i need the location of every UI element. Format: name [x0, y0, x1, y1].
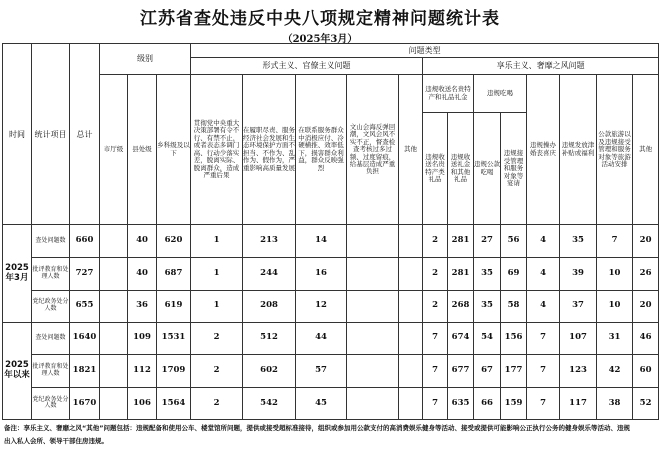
header-dining-banquet: 违规接受管理和服务对象等宴请	[501, 113, 527, 225]
data-cell: 106	[128, 387, 157, 419]
data-cell: 177	[501, 354, 527, 387]
data-cell: 1670	[70, 387, 100, 419]
data-cell: 109	[128, 322, 157, 354]
row-stat-item: 批评教育和处理人数	[32, 354, 70, 387]
data-cell: 2	[423, 225, 448, 257]
data-cell: 16	[296, 257, 347, 290]
row-stat-item: 党纪政务处分人数	[32, 290, 70, 322]
data-cell: 2	[191, 354, 243, 387]
data-cell: 208	[243, 290, 296, 322]
data-cell: 281	[448, 225, 474, 257]
data-cell	[100, 290, 128, 322]
data-cell	[399, 257, 423, 290]
data-cell	[100, 257, 128, 290]
table-row	[3, 387, 659, 419]
data-cell: 107	[560, 322, 597, 354]
data-cell	[399, 290, 423, 322]
data-cell: 635	[448, 387, 474, 419]
table-row	[3, 354, 659, 387]
data-cell: 660	[70, 225, 100, 257]
data-cell	[100, 322, 128, 354]
data-cell: 42	[597, 354, 633, 387]
row-stat-item: 党纪政务处分人数	[32, 387, 70, 419]
data-cell: 7	[423, 354, 448, 387]
data-cell	[399, 387, 423, 419]
page-subtitle: （2025年3月）	[282, 34, 358, 45]
data-cell: 40	[128, 225, 157, 257]
data-cell: 54	[474, 322, 501, 354]
data-cell	[399, 225, 423, 257]
data-cell: 56	[501, 225, 527, 257]
data-cell: 35	[474, 290, 501, 322]
statistics-table	[2, 43, 659, 420]
header-formalism-1: 贯彻党中央重大决策部署有令不行、有禁不止，或者表态多调门高、行动少落实差，脱离实际、脱离群众，造成严重后果	[191, 75, 243, 225]
table-row	[3, 322, 659, 354]
table-row	[3, 290, 659, 322]
header-subsidy: 违规发放津补贴或福利	[560, 75, 597, 225]
data-cell: 10	[597, 290, 633, 322]
data-cell: 7	[423, 387, 448, 419]
data-cell: 66	[474, 387, 501, 419]
data-cell: 37	[560, 290, 597, 322]
data-cell	[100, 354, 128, 387]
data-cell	[100, 225, 128, 257]
header-dining-group: 违规吃喝	[474, 75, 527, 113]
data-cell: 2	[191, 322, 243, 354]
data-cell: 35	[560, 225, 597, 257]
table-row	[3, 257, 659, 290]
data-cell: 7	[597, 225, 633, 257]
data-cell: 7	[527, 354, 560, 387]
data-cell: 213	[243, 225, 296, 257]
data-cell: 12	[296, 290, 347, 322]
data-cell: 1821	[70, 354, 100, 387]
header-level: 级别	[100, 44, 191, 75]
data-cell: 4	[527, 257, 560, 290]
data-cell: 117	[560, 387, 597, 419]
row-stat-item: 查处问题数	[32, 322, 70, 354]
data-cell: 14	[296, 225, 347, 257]
header-gift-specialty: 违规收送名贵特产类礼品	[423, 113, 448, 225]
data-cell	[347, 225, 399, 257]
data-cell: 36	[128, 290, 157, 322]
header-formalism-3: 在联系服务群众中消极应付、冷硬横推、效率低下，损害群众利益，群众反映强烈	[296, 75, 347, 225]
data-cell: 57	[296, 354, 347, 387]
data-cell: 26	[633, 257, 659, 290]
data-cell: 7	[423, 322, 448, 354]
header-level-county: 县处级	[128, 75, 157, 225]
header-formalism-group: 形式主义、官僚主义问题	[191, 58, 423, 75]
page-title: 江苏省查处违反中央八项规定精神问题统计表	[140, 9, 500, 29]
data-cell: 69	[501, 257, 527, 290]
data-cell	[399, 354, 423, 387]
data-cell: 655	[70, 290, 100, 322]
header-problem-type: 问题类型	[191, 44, 659, 58]
header-hedonism-group: 享乐主义、奢靡之风问题	[423, 58, 659, 75]
row-stat-item: 批评教育和处理人数	[32, 257, 70, 290]
data-cell: 60	[633, 354, 659, 387]
data-cell: 44	[296, 322, 347, 354]
header-gift-group: 违规收送名贵特产和礼品礼金	[423, 75, 474, 113]
data-cell	[347, 290, 399, 322]
data-cell: 52	[633, 387, 659, 419]
data-cell: 123	[560, 354, 597, 387]
data-cell: 1	[191, 257, 243, 290]
header-level-city: 市厅级	[100, 75, 128, 225]
data-cell: 45	[296, 387, 347, 419]
data-cell: 512	[243, 322, 296, 354]
data-cell: 674	[448, 322, 474, 354]
data-cell: 4	[527, 290, 560, 322]
data-cell: 40	[128, 257, 157, 290]
header-wedding-funeral: 违规操办婚丧喜庆	[527, 75, 560, 225]
data-cell	[347, 322, 399, 354]
data-cell	[347, 354, 399, 387]
data-cell	[100, 387, 128, 419]
data-cell: 39	[560, 257, 597, 290]
data-cell: 2	[191, 387, 243, 419]
data-cell: 1	[191, 225, 243, 257]
data-cell: 268	[448, 290, 474, 322]
data-cell: 27	[474, 225, 501, 257]
header-level-township: 乡科级及以下	[157, 75, 191, 225]
row-stat-item: 查处问题数	[32, 225, 70, 257]
data-cell: 31	[597, 322, 633, 354]
footnote: 备注：享乐主义、奢靡之风“其他”问题包括：违规配备和使用公车、楼堂馆所问题，提供或接受超标准接待，组织或参加用公款支付的高消费娱乐健身等活动、接受或提供可能影响公正执行公务的健身娱乐等活动、违规出入私人会所、领导干部住房违规。	[4, 424, 631, 445]
data-cell	[347, 257, 399, 290]
data-cell: 602	[243, 354, 296, 387]
data-cell	[399, 322, 423, 354]
data-cell: 1564	[157, 387, 191, 419]
table-body	[3, 225, 659, 420]
data-cell: 38	[597, 387, 633, 419]
data-cell: 687	[157, 257, 191, 290]
data-cell: 159	[501, 387, 527, 419]
data-cell	[347, 387, 399, 419]
data-cell: 2	[423, 257, 448, 290]
data-cell: 244	[243, 257, 296, 290]
data-cell: 112	[128, 354, 157, 387]
data-cell: 67	[474, 354, 501, 387]
period-label: 2025年以来	[3, 322, 32, 419]
data-cell: 7	[527, 322, 560, 354]
data-cell: 620	[157, 225, 191, 257]
data-cell: 58	[501, 290, 527, 322]
data-cell: 1	[191, 290, 243, 322]
data-cell: 4	[527, 225, 560, 257]
data-cell: 727	[70, 257, 100, 290]
data-cell: 46	[633, 322, 659, 354]
data-cell: 20	[633, 225, 659, 257]
data-cell: 542	[243, 387, 296, 419]
period-label: 2025年3月	[3, 225, 32, 322]
data-cell: 10	[597, 257, 633, 290]
data-cell: 1531	[157, 322, 191, 354]
data-cell: 1640	[70, 322, 100, 354]
header-total: 总计	[70, 44, 100, 225]
data-cell: 35	[474, 257, 501, 290]
data-cell: 7	[527, 387, 560, 419]
header-dining-public: 违规公款吃喝	[474, 113, 501, 225]
data-cell: 20	[633, 290, 659, 322]
header-tourism: 公款旅游以及违规接受管理和服务对象等旅游活动安排	[597, 75, 633, 225]
table-row	[3, 225, 659, 257]
header-formalism-2: 在履职尽责、服务经济社会发展和生态环境保护方面不担当、不作为、乱作为、假作为，严重影响高质量发展	[243, 75, 296, 225]
header-stat-item: 统计项目	[32, 44, 70, 225]
data-cell: 1709	[157, 354, 191, 387]
header-gift-cash: 违规收送礼金和其他礼品	[448, 113, 474, 225]
header-time: 时间	[3, 44, 32, 225]
data-cell: 2	[423, 290, 448, 322]
data-cell: 619	[157, 290, 191, 322]
data-cell: 156	[501, 322, 527, 354]
header-formalism-4: 文山会海反弹回潮，文风会风不实不正，督查检查考核过多过频、过度留痕，给基层造成严重负担	[347, 75, 399, 225]
header-hedonism-other: 其他	[633, 75, 659, 225]
header-formalism-other: 其他	[399, 75, 423, 225]
data-cell: 281	[448, 257, 474, 290]
data-cell: 677	[448, 354, 474, 387]
